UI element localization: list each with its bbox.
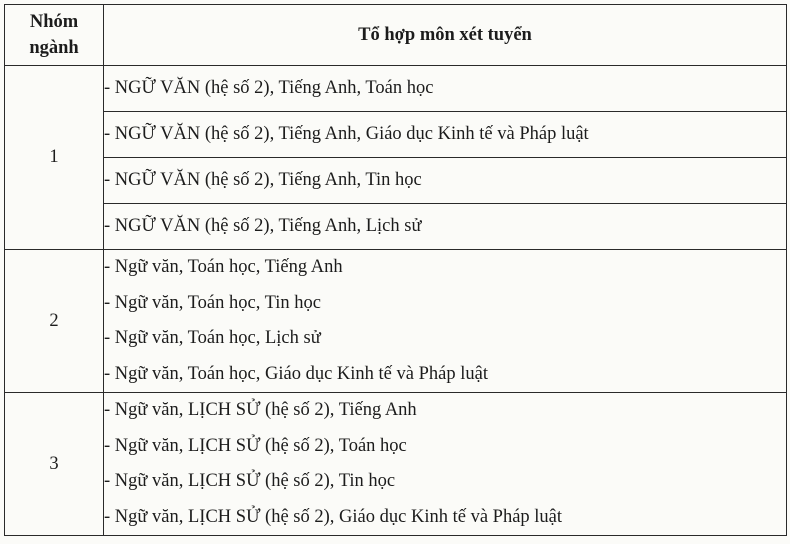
header-group: Nhóm ngành bbox=[5, 5, 104, 66]
table-row bbox=[5, 158, 787, 204]
group-number: 2 bbox=[5, 250, 104, 393]
table-row bbox=[5, 66, 787, 112]
table-row bbox=[5, 250, 787, 393]
admission-combinations-table bbox=[4, 4, 787, 536]
combination-item: - Ngữ văn, LỊCH SỬ (hệ số 2), Tiếng Anh bbox=[104, 400, 417, 420]
combination-item: - Ngữ văn, LỊCH SỬ (hệ số 2), Giáo dục Kinh tế và Pháp luật bbox=[104, 506, 563, 527]
table-row bbox=[5, 204, 787, 250]
combination-item: - Ngữ văn, Toán học, Lịch sử bbox=[104, 328, 321, 348]
table-row bbox=[5, 393, 787, 536]
combination-item: - Ngữ văn, Toán học, Giáo dục Kinh tế và Pháp luật bbox=[104, 363, 488, 384]
combination-item: - NGỮ VĂN (hệ số 2), Tiếng Anh, Toán học bbox=[104, 66, 787, 112]
combination-list bbox=[104, 250, 787, 393]
header-row bbox=[5, 5, 787, 66]
combination-item: - Ngữ văn, LỊCH SỬ (hệ số 2), Toán học bbox=[104, 435, 407, 456]
table-row bbox=[5, 112, 787, 158]
combination-item: - NGỮ VĂN (hệ số 2), Tiếng Anh, Tin học bbox=[104, 158, 787, 204]
header-combination: Tổ hợp môn xét tuyển bbox=[104, 5, 787, 66]
group-number: 3 bbox=[5, 393, 104, 536]
group-number: 1 bbox=[5, 66, 104, 250]
combination-item: - Ngữ văn, Toán học, Tiếng Anh bbox=[104, 257, 343, 277]
combination-item: - NGỮ VĂN (hệ số 2), Tiếng Anh, Giáo dục Kinh tế và Pháp luật bbox=[104, 112, 787, 158]
combination-item: - Ngữ văn, Toán học, Tin học bbox=[104, 292, 322, 313]
combination-list bbox=[104, 393, 787, 536]
combination-item: - NGỮ VĂN (hệ số 2), Tiếng Anh, Lịch sử bbox=[104, 204, 787, 250]
combination-item: - Ngữ văn, LỊCH SỬ (hệ số 2), Tin học bbox=[104, 471, 396, 491]
